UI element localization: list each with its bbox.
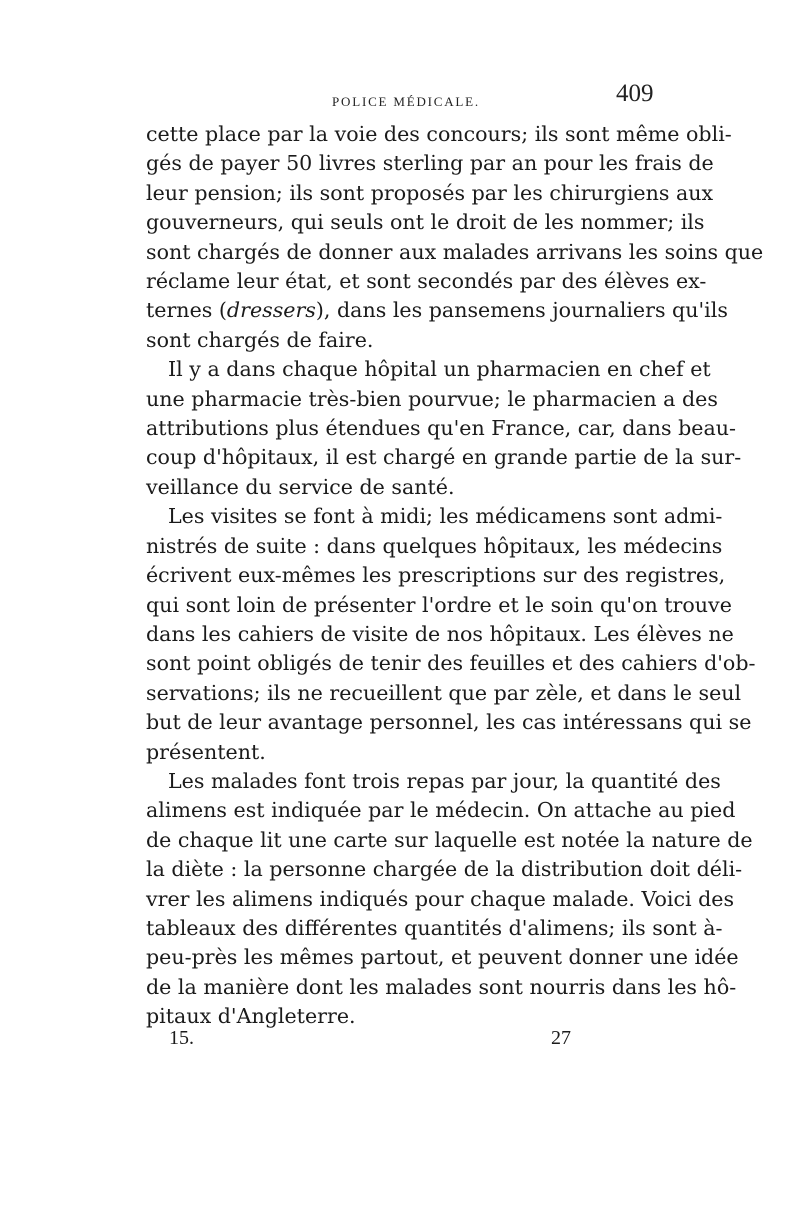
- text-line: Il y a dans chaque hôpital un pharmacien en chef et: [168, 357, 711, 382]
- text-line: coup d'hôpitaux, il est chargé en grande partie de la sur-: [146, 445, 742, 470]
- italic-term: dressers: [226, 298, 316, 323]
- signature-mark: 15.: [169, 1027, 194, 1049]
- text-line: leur pension; ils sont proposés par les chirurgiens aux: [146, 180, 714, 205]
- sheet-number: 27: [551, 1027, 571, 1049]
- text-line: servations; ils ne recueillent que par zèle, et dans le seul: [146, 680, 742, 705]
- text-line: peu-près les mêmes partout, et peuvent donner une idée: [146, 945, 739, 970]
- text-line: gés de payer 50 livres sterling par an pour les frais de: [146, 151, 714, 176]
- text-line: gouverneurs, qui seuls ont le droit de les nommer; ils: [146, 210, 705, 235]
- body-text: [146, 120, 764, 1032]
- text-line: attributions plus étendues qu'en France, car, dans beau-: [146, 416, 736, 441]
- text-line: vrer les alimens indiqués pour chaque malade. Voici des: [146, 886, 735, 911]
- text-line: sont point obligés de tenir des feuilles et des cahiers d'ob-: [146, 651, 756, 676]
- page-number: 409: [616, 80, 654, 107]
- text-line: tableaux des différentes quantités d'alimens; ils sont à-: [146, 915, 723, 940]
- text-line: de chaque lit une carte sur laquelle est notée la nature de: [146, 827, 753, 852]
- text-line: écrivent eux-mêmes les prescriptions sur des registres,: [146, 563, 726, 588]
- text-line: alimens est indiquée par le médecin. On attache au pied: [146, 798, 736, 823]
- text-line: cette place par la voie des concours; ils sont même obli-: [146, 122, 732, 146]
- text-line: la diète : la personne chargée de la distribution doit déli-: [146, 857, 743, 882]
- running-title: POLICE MÉDICALE.: [332, 94, 480, 109]
- text-line: réclame leur état, et sont secondés par des élèves ex-: [146, 269, 707, 294]
- text-line: de la manière dont les malades sont nourris dans les hô-: [146, 974, 737, 999]
- text-line: sont chargés de donner aux malades arrivans les soins que: [146, 239, 764, 264]
- text-line: pitaux d'Angleterre.: [146, 1004, 356, 1029]
- text-line: présentent.: [146, 739, 266, 764]
- text-line: une pharmacie très-bien pourvue; le pharmacien a des: [146, 386, 718, 411]
- text-line: dans les cahiers de visite de nos hôpitaux. Les élèves ne: [146, 621, 734, 646]
- text-line: nistrés de suite : dans quelques hôpitaux, les médecins: [146, 533, 723, 558]
- text-line: qui sont loin de présenter l'ordre et le soin qu'on trouve: [146, 592, 732, 617]
- text-line: but de leur avantage personnel, les cas intéressans qui se: [146, 710, 752, 735]
- text-line: veillance du service de santé.: [146, 474, 455, 499]
- text-line: ternes (dressers), dans les pansemens journaliers qu'ils: [146, 298, 728, 323]
- text-line: Les visites se font à midi; les médicamens sont admi-: [168, 504, 723, 529]
- text-line: Les malades font trois repas par jour, la quantité des: [168, 768, 721, 793]
- text-line: sont chargés de faire.: [146, 327, 374, 352]
